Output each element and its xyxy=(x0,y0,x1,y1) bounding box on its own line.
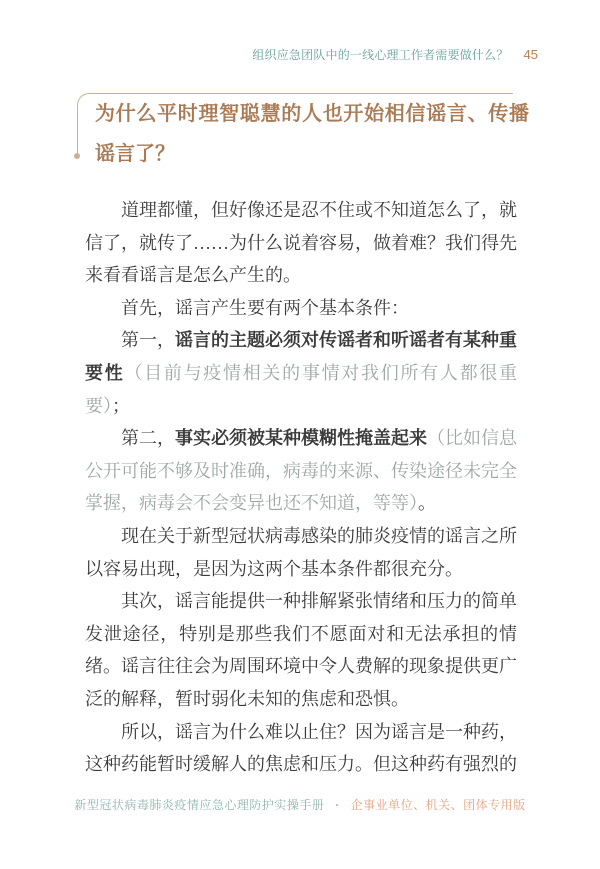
text-run: 事实必须被某种模糊性掩盖起来 xyxy=(175,428,427,449)
footer-book-title: 新型冠状病毒肺炎疫情应急心理防护实操手册 xyxy=(74,798,325,812)
text-run: ； xyxy=(112,395,130,416)
text-run: 谣言的主题必须对传谣者和听谣者有某种重要性 xyxy=(85,330,517,383)
body-text xyxy=(85,194,517,781)
paragraph xyxy=(85,422,517,520)
text-run: 道理都懂，但好像还是忍不住或不知道怎么了，就信了，就传了……为什么说着容易，做着难？我们得先来看看谣言是怎么产生的。 xyxy=(85,200,517,286)
heading-box-dot-icon xyxy=(74,153,80,159)
text-run: 其次，谣言能提供一种排解紧张情绪和压力的简单发泄途径，特别是那些我们不愿面对和无法承担的情绪。谣言往往会为周围环境中令人费解的现象提供更广泛的解释，暂时弱化未知的焦虑和恐惧。 xyxy=(85,591,517,709)
page-header xyxy=(252,46,538,63)
heading-box xyxy=(77,93,529,165)
text-run: （比如信息公开可能不够及时准确，病毒的来源、传染途径未完全掌握，病毒会不会变异也还不知道，等等） xyxy=(85,428,517,514)
page-number: 45 xyxy=(523,47,538,62)
footer-separator-dot: · xyxy=(335,798,340,812)
paragraph xyxy=(85,716,517,781)
text-run: 首先，谣言产生要有两个基本条件： xyxy=(121,297,409,318)
paragraph xyxy=(85,324,517,422)
paragraph xyxy=(85,194,517,292)
section-title: 组织应急团队中的一线心理工作者需要做什么？ xyxy=(252,48,509,62)
paragraph xyxy=(85,585,517,715)
page-heading: 为什么平时理智聪慧的人也开始相信谣言、传播谣言了？ xyxy=(95,103,529,165)
text-run: 。 xyxy=(418,493,436,514)
paragraph xyxy=(85,520,517,585)
text-run: 第一， xyxy=(121,330,175,351)
text-run: 第二， xyxy=(121,428,175,449)
footer-edition: 企事业单位、机关、团体专用版 xyxy=(350,798,526,812)
text-run: 现在关于新型冠状病毒感染的肺炎疫情的谣言之所以容易出现，是因为这两个基本条件都很充分。 xyxy=(85,525,517,579)
text-run: （目前与疫情相关的事情对我们所有人都很重要） xyxy=(85,362,518,416)
text-run: 所以，谣言为什么难以止住？因为谣言是一种药，这种药能暂时缓解人的焦虑和压力。但这种药有强烈的 xyxy=(85,721,517,775)
paragraph xyxy=(85,292,517,325)
page-footer xyxy=(0,796,600,813)
